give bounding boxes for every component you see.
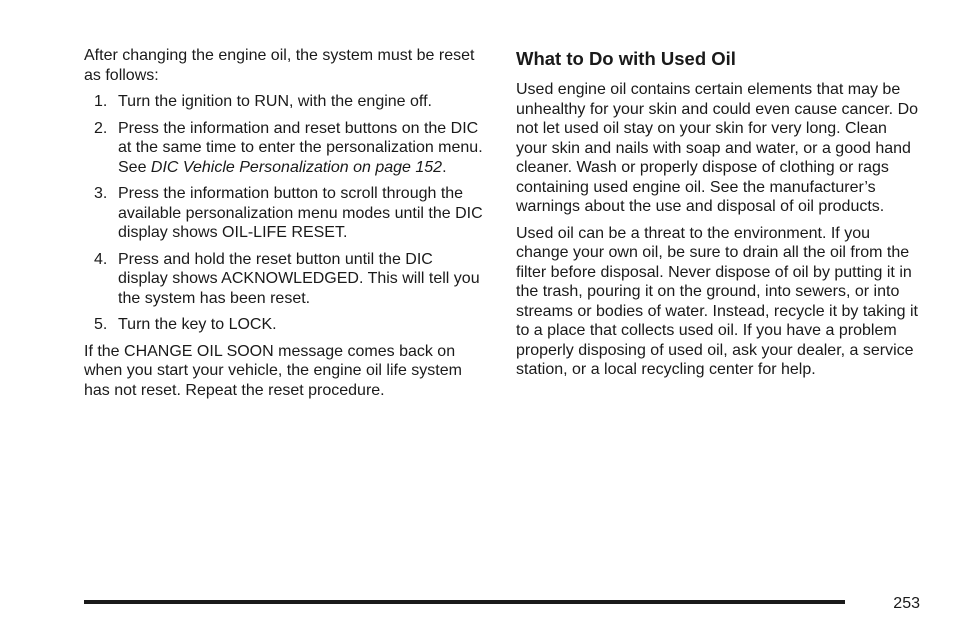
step-text: Turn the key to LOCK. — [118, 316, 277, 333]
page-number: 253 — [893, 595, 920, 612]
right-column — [516, 46, 920, 387]
environment-paragraph: Used oil can be a threat to the environment. If you change your own oil, be sure to drain all the oil from the filter before disposal. Never dispose of oil by putting it in the trash, pouring it on the ground, into sewers, or into streams or bodies of water. Instead, recycle it by taking it to a place that collects used oil. If you have a problem properly disposing of used oil, ask your dealer, a service station, or a local recycling center for help. — [516, 224, 918, 378]
step-number: 3. — [94, 185, 108, 202]
section-heading: What to Do with Used Oil — [516, 48, 736, 69]
step-number: 5. — [94, 316, 108, 333]
step-number: 1. — [94, 93, 108, 110]
list-item — [84, 250, 484, 309]
step-text: Press the information button to scroll through the available personalization menu modes until the DIC display shows OIL-LIFE RESET. — [118, 185, 483, 241]
list-item — [84, 119, 484, 178]
step-text: Turn the ignition to RUN, with the engine off. — [118, 93, 432, 110]
list-item — [84, 92, 484, 112]
step-text-end: . — [442, 158, 447, 176]
step-number: 2. — [94, 119, 108, 137]
cross-reference-link[interactable]: DIC Vehicle Personalization on page 152 — [150, 158, 443, 176]
step-number: 4. — [94, 250, 108, 268]
footer-rule — [84, 600, 845, 604]
step-text: Press the information and reset buttons on the DIC at the same time to enter the personalization menu. See — [118, 119, 483, 176]
reset-steps-list — [84, 92, 484, 335]
step-text: Press and hold the reset button until the DIC display shows ACKNOWLEDGED. This will tell you the system has been reset. — [118, 250, 480, 307]
left-column — [84, 46, 484, 407]
list-item — [84, 184, 484, 243]
list-item — [84, 315, 484, 335]
reset-closing-paragraph: If the CHANGE OIL SOON message comes back on when you start your vehicle, the engine oil life system has not reset. Repeat the reset procedure. — [84, 342, 462, 399]
health-warning-paragraph: Used engine oil contains certain elements that may be unhealthy for your skin and could even cause cancer. Do not let used oil stay on your skin for very long. Clean your skin and nails with soap and water, or a good hand cleaner. Wash or properly dispose of clothing or rags containing used engine oil. See the manufacturer’s warnings about the use and disposal of oil products. — [516, 81, 919, 215]
reset-intro: After changing the engine oil, the system must be reset as follows: — [84, 47, 475, 84]
